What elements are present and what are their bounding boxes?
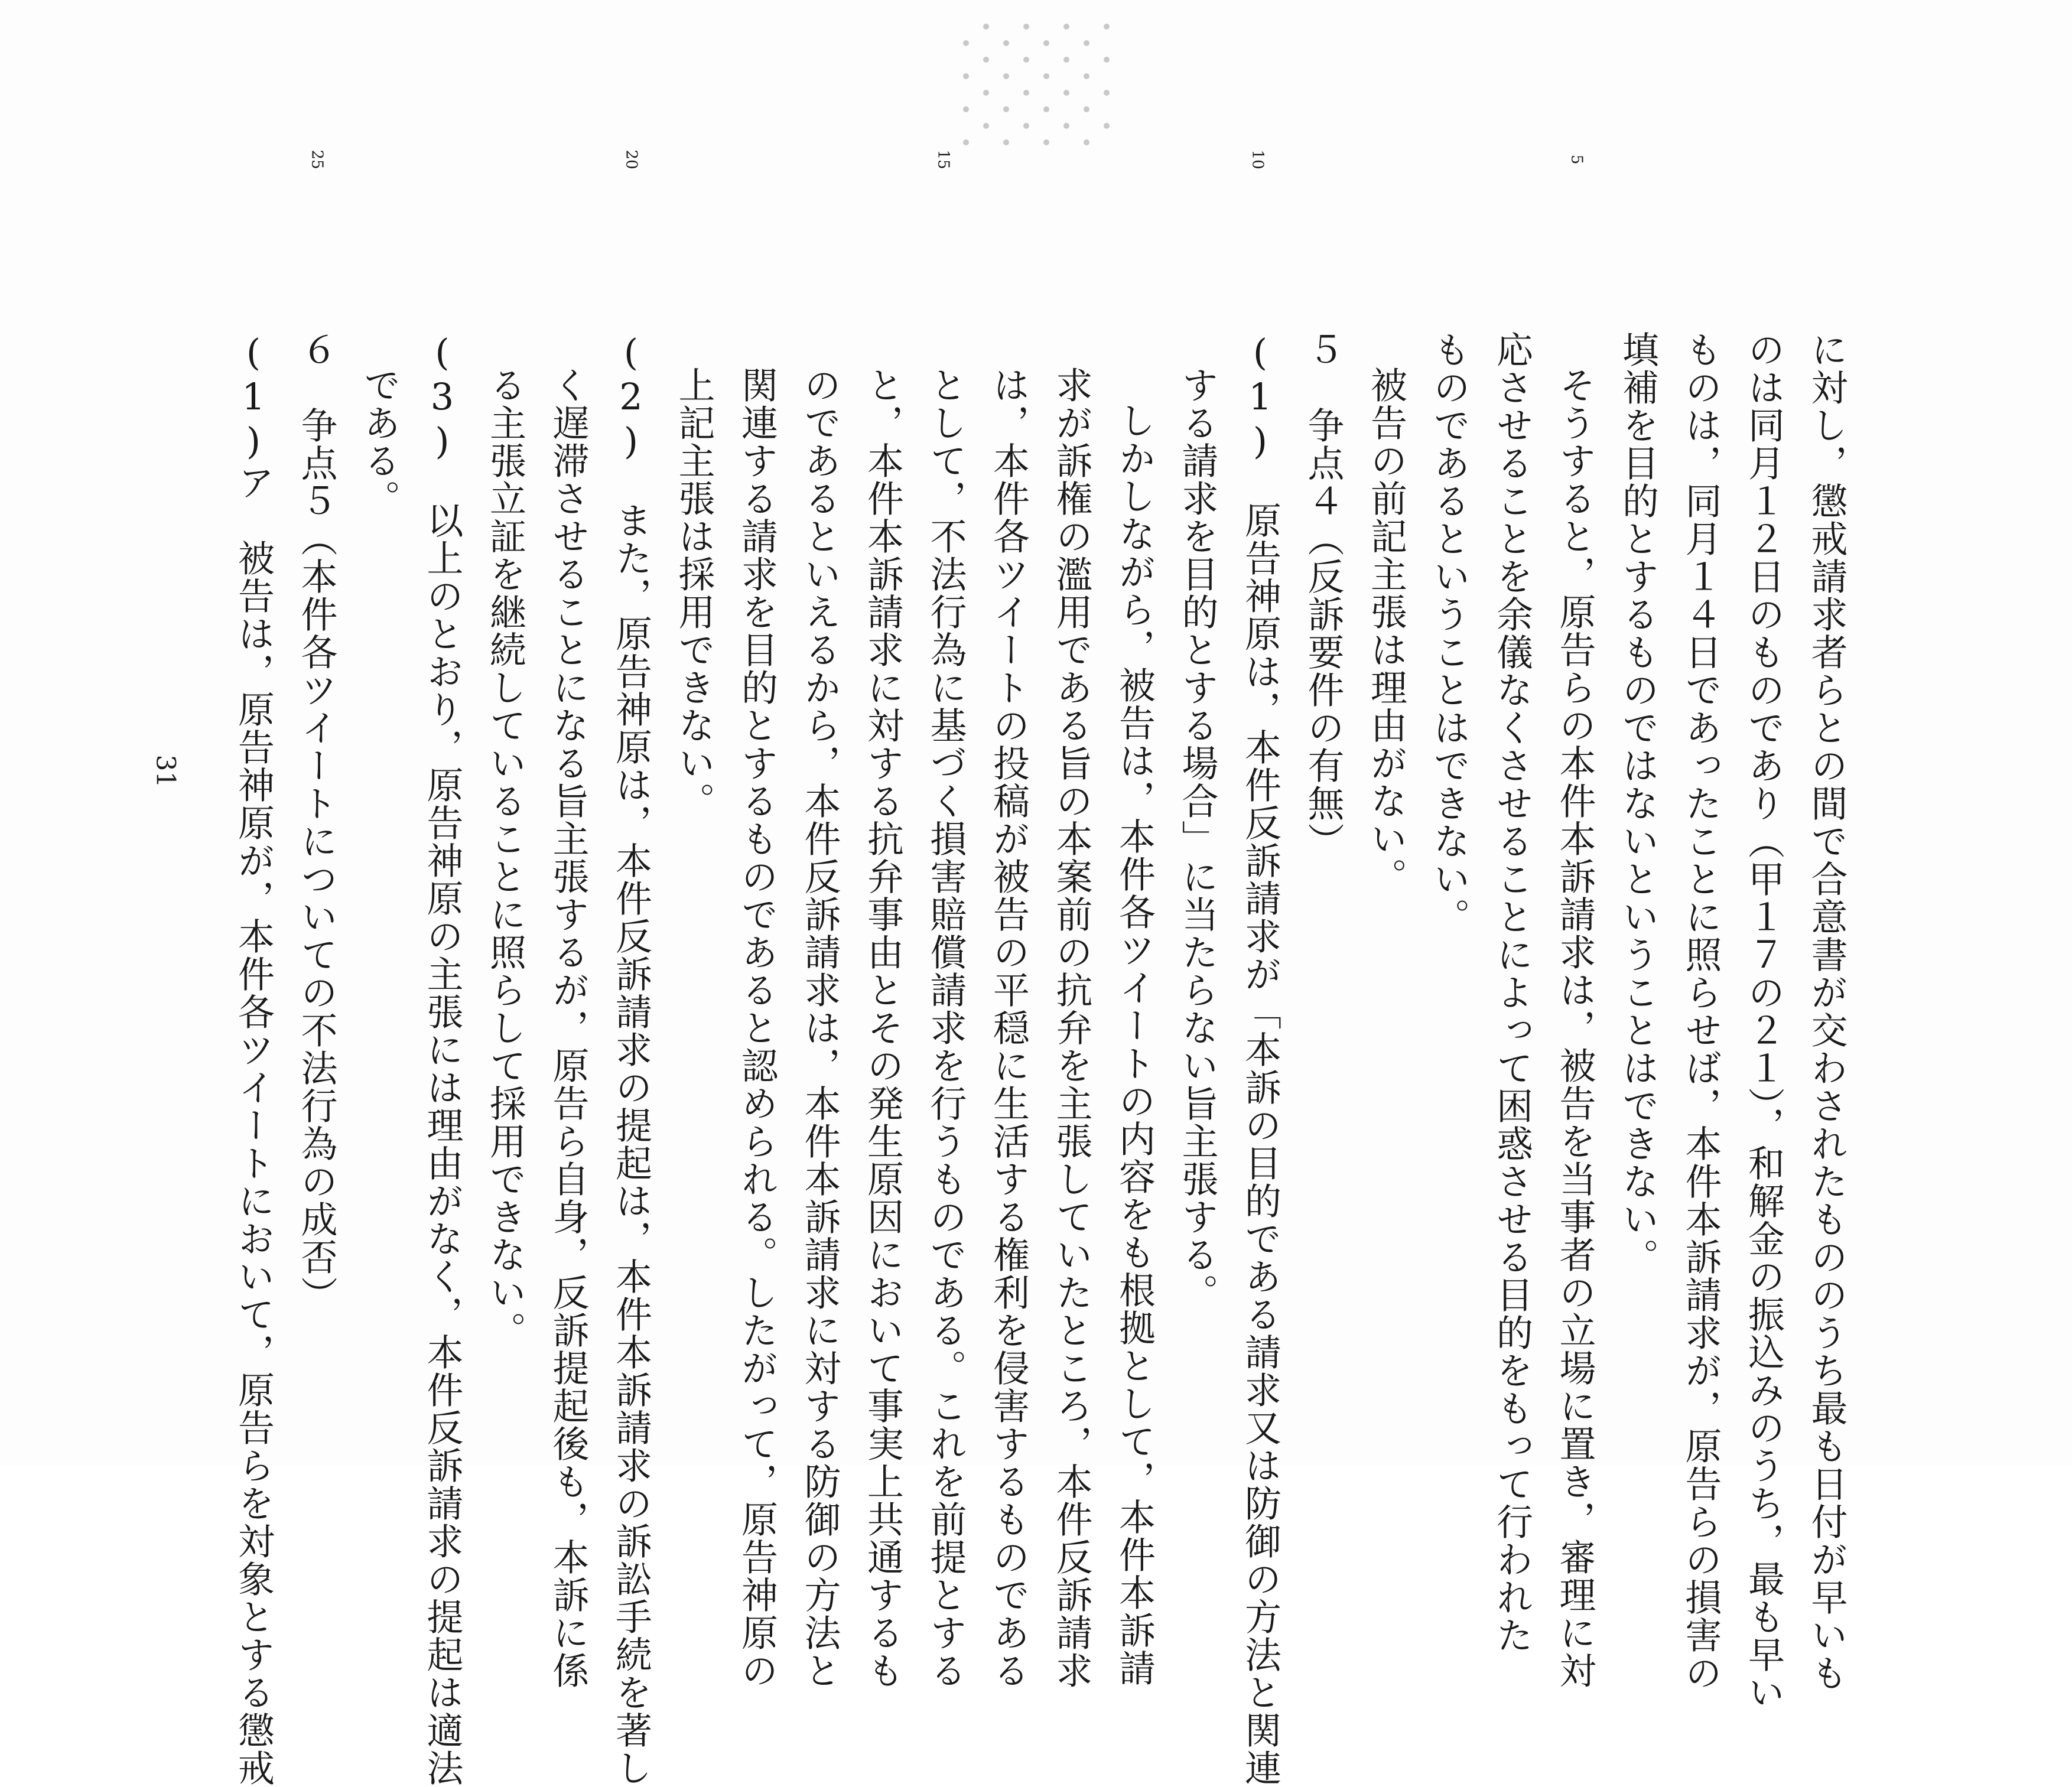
text-line: と，本件本訴請求に対する抗弁事由とその発生原因において事実上共通するも — [861, 366, 905, 1690]
text-line: として，不法行為に基づく損害賠償請求を行うものである。これを前提とする — [924, 366, 967, 1690]
text-line: 填補を目的とするものではないということはできない。 — [1616, 331, 1660, 1276]
text-line: ５ 争点４（反訴要件の有無） — [1302, 331, 1345, 860]
line-number-5: 5 — [1567, 154, 1586, 165]
text-line: ものは，同月１４日であったことに照らせば，本件本訴請求が，原告らの損害の — [1679, 331, 1722, 1692]
text-line: ６ 争点５（本件各ツイートについての不法行為の成否） — [295, 331, 338, 1314]
text-line: に対し，懲戒請求者らとの間で合意書が交わされたもののうち最も日付が早いも — [1805, 331, 1848, 1692]
text-line: である。 — [357, 366, 401, 517]
text-line: 被告の前記主張は理由がない。 — [1364, 366, 1408, 896]
text-line: のであるといえるから，本件反訴請求は，本件本訴請求に対する防御の方法と — [798, 366, 841, 1690]
punch-hole-pattern — [963, 24, 1140, 165]
text-line: のは同月１２日のものであり（甲１７の２１），和解金の振込みのうち，最も早い — [1742, 331, 1785, 1711]
text-line: 関連する請求を目的とするものであると認められる。したがって，原告神原の — [735, 366, 779, 1690]
line-number-25: 25 — [308, 149, 326, 170]
line-number-10: 10 — [1248, 149, 1267, 170]
text-line: そうすると，原告らの本件本訴請求は，被告を当事者の立場に置き，審理に対 — [1553, 366, 1596, 1690]
text-line: ものであるということはできない。 — [1427, 331, 1471, 936]
text-line: く遅滞させることになる旨主張するが，原告ら自身，反訴提起後も，本訴に係 — [547, 366, 590, 1690]
text-line: 応させることを余儀なくさせることによって困惑させる目的をもって行われた — [1490, 331, 1534, 1654]
text-line: する請求を目的とする場合」に当たらない旨主張する。 — [1176, 366, 1219, 1311]
text-line: (1) 原告神原は，本件反訴請求が「本訴の目的である請求又は防御の方法と関連 — [1238, 331, 1282, 1787]
line-number-20: 20 — [622, 149, 640, 170]
text-line: (1)ア 被告は，原告神原が，本件各ツイートにおいて，原告らを対象とする懲戒 — [232, 331, 275, 1787]
line-number-15: 15 — [934, 149, 952, 170]
text-line: 求が訴権の濫用である旨の本案前の抗弁を主張していたところ，本件反訴請求 — [1050, 366, 1093, 1690]
text-line: (3) 以上のとおり，原告神原の主張には理由がなく，本件反訴請求の提起は適法 — [421, 331, 464, 1787]
text-line: 上記主張は採用できない。 — [672, 366, 715, 820]
text-line: る主張立証を継続していることに照らして採用できない。 — [483, 366, 527, 1349]
text-line: しかしながら，被告は，本件各ツイートの内容をも根拠として，本件本訴請 — [1113, 402, 1156, 1687]
text-line: (2) また，原告神原は，本件反訴請求の提起は，本件本訴請求の訴訟手続を著し — [609, 331, 653, 1787]
page-number: 31 — [150, 754, 181, 788]
text-line: は，本件各ツイートの投稿が被告の平穏に生活する権利を侵害するものである — [987, 366, 1030, 1690]
